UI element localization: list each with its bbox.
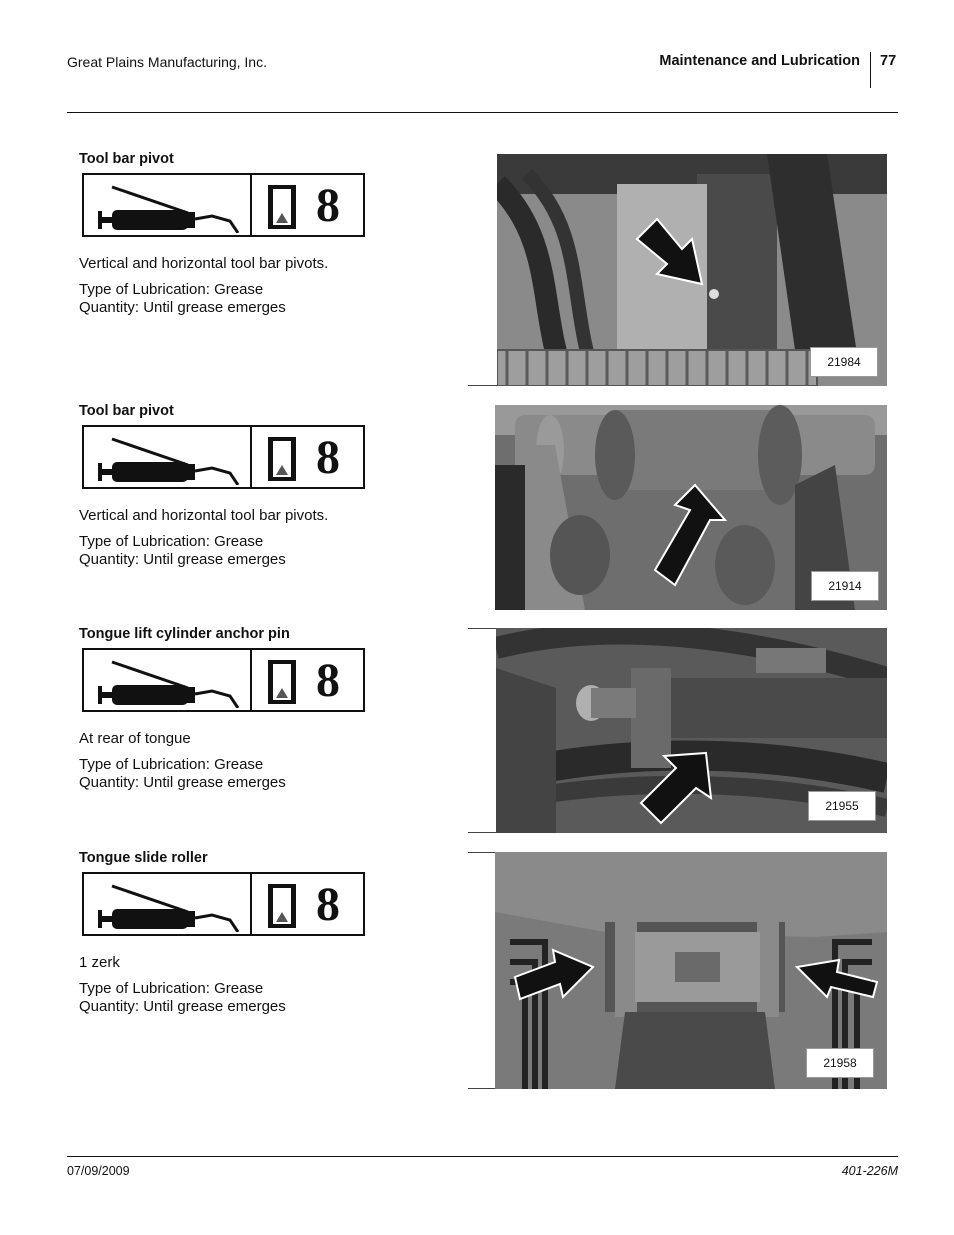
photo-leader-line (468, 385, 498, 386)
header-divider (870, 52, 871, 88)
interval-hours: 8 (316, 654, 340, 707)
footer-doc-number: 401-226M (841, 1164, 898, 1178)
interval-hours: 8 (316, 179, 340, 232)
interval-hours: 8 (316, 431, 340, 484)
lube-quantity: Quantity: Until grease emerges (79, 774, 286, 791)
lube-details (79, 756, 439, 792)
lube-quantity: Quantity: Until grease emerges (79, 998, 286, 1015)
lube-point-title: Tongue lift cylinder anchor pin (79, 626, 290, 642)
photo-leader-line (468, 628, 498, 629)
lube-point-title: Tool bar pivot (79, 403, 174, 419)
lube-interval-box (82, 173, 365, 237)
lube-type: Type of Lubrication: Grease (79, 980, 264, 997)
lube-interval-box (82, 872, 365, 936)
lube-type: Type of Lubrication: Grease (79, 533, 264, 550)
lube-type: Type of Lubrication: Grease (79, 281, 264, 298)
lube-section (79, 151, 439, 317)
lube-section (79, 626, 439, 792)
figure-number: 21984 (810, 347, 878, 377)
lube-details (79, 533, 439, 569)
photo-leader-line (468, 852, 498, 853)
lube-interval-box (82, 425, 365, 489)
lube-point-title: Tongue slide roller (79, 850, 208, 866)
lube-details (79, 281, 439, 317)
lube-quantity: Quantity: Until grease emerges (79, 551, 286, 568)
lube-description: At rear of tongue (79, 730, 191, 747)
page-number: 77 (880, 53, 897, 69)
photo-figure (497, 154, 887, 386)
lube-section (79, 850, 439, 1016)
footer-rule (67, 1156, 898, 1157)
hourglass-icon (268, 185, 296, 229)
hourglass-icon (268, 437, 296, 481)
lube-point-title: Tool bar pivot (79, 151, 174, 167)
photo-figure (495, 852, 887, 1089)
figure-number: 21914 (811, 571, 879, 601)
interval-hours: 8 (316, 878, 340, 931)
photo-figure (495, 405, 887, 610)
grease-gun-icon (90, 431, 245, 485)
hourglass-icon (268, 884, 296, 928)
grease-gun-icon (90, 179, 245, 233)
icon-divider (250, 175, 252, 235)
lube-type: Type of Lubrication: Grease (79, 756, 264, 773)
icon-divider (250, 874, 252, 934)
section-title: Maintenance and Lubrication (659, 53, 860, 69)
figure-number: 21955 (808, 791, 876, 821)
photo-figure (496, 628, 887, 833)
lube-details (79, 980, 439, 1016)
header-rule (67, 112, 898, 113)
hourglass-icon (268, 660, 296, 704)
footer-date: 07/09/2009 (67, 1164, 130, 1178)
lube-description: Vertical and horizontal tool bar pivots. (79, 507, 329, 524)
lube-interval-box (82, 648, 365, 712)
company-name: Great Plains Manufacturing, Inc. (67, 54, 267, 70)
grease-gun-icon (90, 878, 245, 932)
lube-description: Vertical and horizontal tool bar pivots. (79, 255, 329, 272)
lube-section (79, 403, 439, 569)
grease-gun-icon (90, 654, 245, 708)
icon-divider (250, 427, 252, 487)
icon-divider (250, 650, 252, 710)
lube-description: 1 zerk (79, 954, 120, 971)
photo-leader-line (468, 832, 498, 833)
figure-number: 21958 (806, 1048, 874, 1078)
lube-quantity: Quantity: Until grease emerges (79, 299, 286, 316)
photo-leader-line (468, 1088, 498, 1089)
